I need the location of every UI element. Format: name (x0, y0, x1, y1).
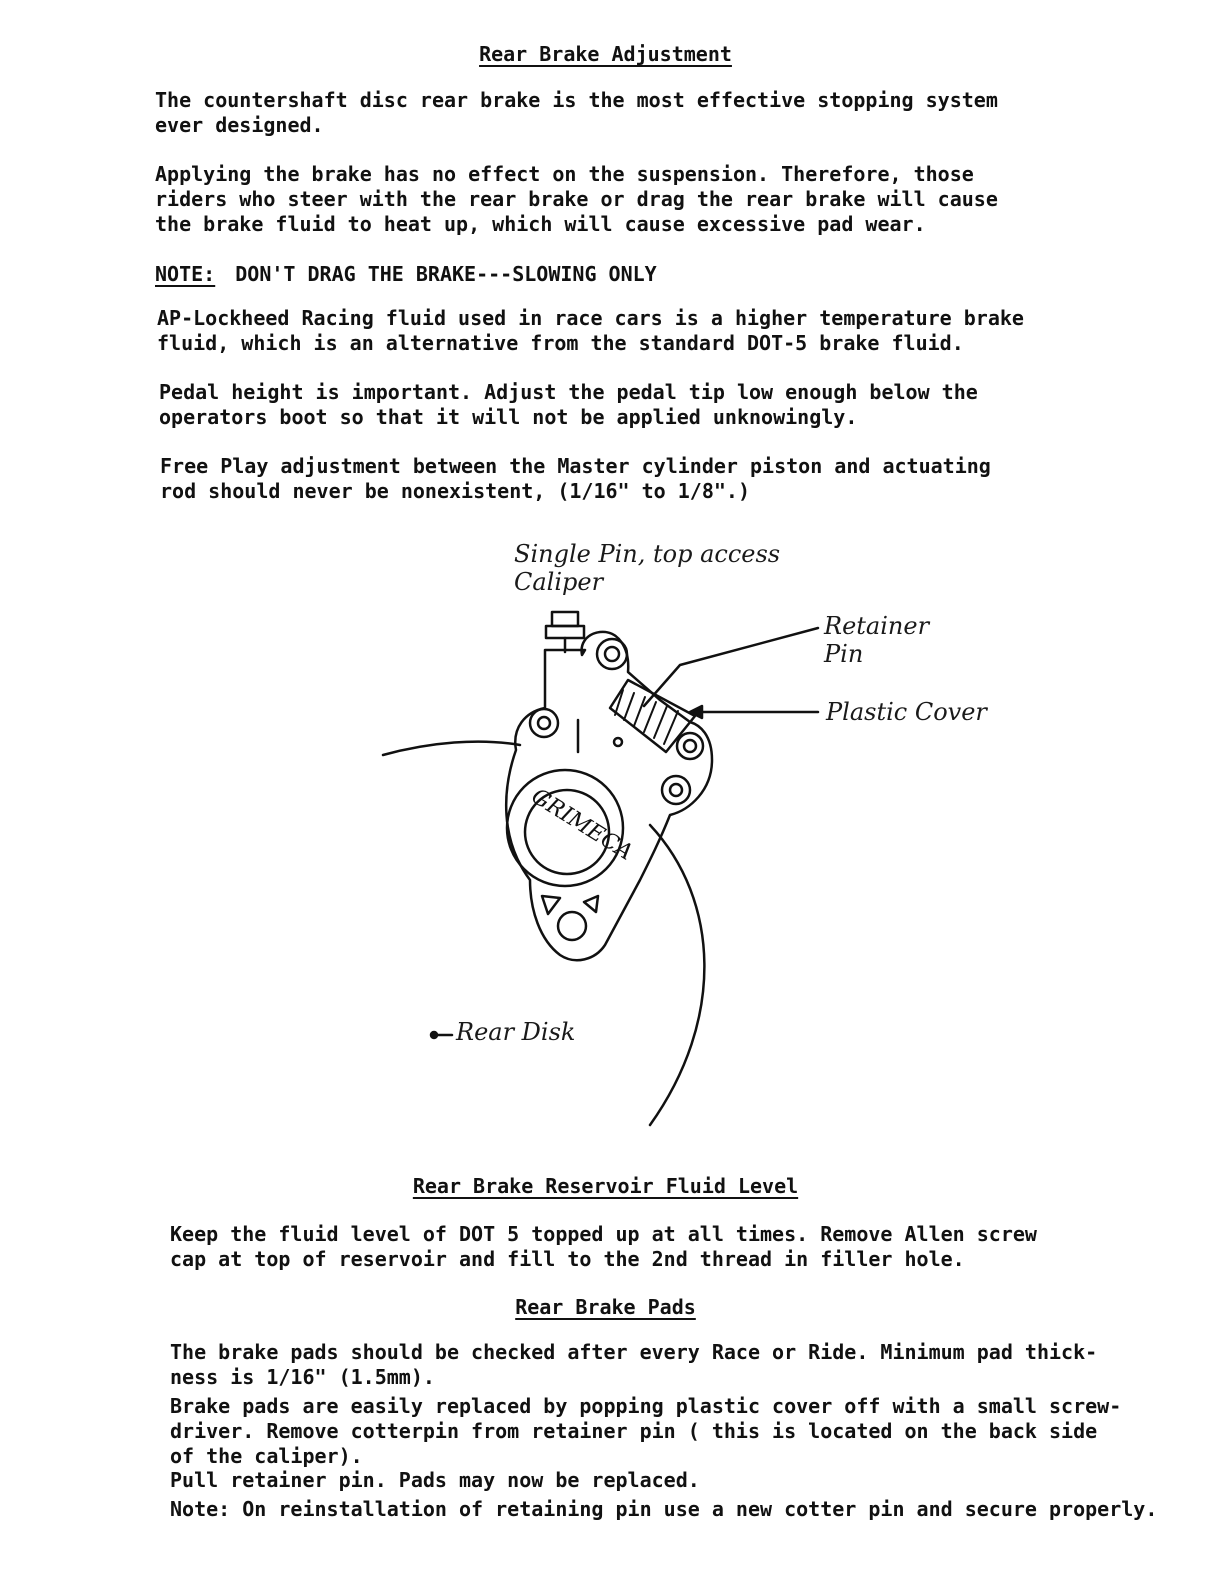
caliper-label: Single Pin, top access Caliper (514, 540, 781, 596)
section-title-reservoir: Rear Brake Reservoir Fluid Level (412, 1174, 799, 1198)
retainer-pin-label: Retainer Pin (824, 612, 930, 668)
top-eye (597, 639, 627, 669)
section-title-rear-brake-adjustment: Rear Brake Adjustment (479, 42, 732, 66)
paragraph-pedal-height: Pedal height is important. Adjust the pedal tip low enough below the operators boot so that it will not be applied unknowingly. (159, 380, 978, 429)
paragraph-ap-lockheed: AP-Lockheed Racing fluid used in race cars is a higher temperature brake fluid, which is an alternative from the standard DOT-5 brake fluid. (157, 306, 1024, 355)
disk-edge-left (383, 742, 520, 755)
disk-edge-right (650, 825, 704, 1125)
paragraph-pads-check: The brake pads should be checked after every Race or Ride. Minimum pad thick- ness is 1/16" (1.5mm). (170, 1340, 1098, 1389)
note-text: DON'T DRAG THE BRAKE---SLOWING ONLY (235, 262, 657, 286)
note-label: NOTE: (155, 262, 216, 286)
section-title-brake-pads: Rear Brake Pads (515, 1295, 696, 1319)
brand-text: GRIMECA (526, 783, 637, 866)
paragraph-countershaft: The countershaft disc rear brake is the most effective stopping system ever designed. (155, 88, 998, 137)
bleeder-cap (552, 612, 578, 626)
paragraph-pull-pin: Pull retainer pin. Pads may now be replaced. (170, 1468, 700, 1492)
retainer-leader (644, 628, 818, 706)
right-eye (677, 733, 703, 759)
plastic-cover-label: Plastic Cover (826, 698, 987, 726)
left-bolt-icon (530, 709, 558, 737)
rear-disk-label: Rear Disk (456, 1018, 576, 1046)
paragraph-free-play: Free Play adjustment between the Master cylinder piston and actuating rod should never be nonexistent, (1/16" to 1/8".) (160, 454, 991, 503)
right-bolt-icon (662, 776, 690, 804)
lower-lug-hole (558, 912, 586, 940)
paragraph-fluid-level: Keep the fluid level of DOT 5 topped up at all times. Remove Allen screw cap at top of reservoir and fill to the 2nd thread in filler hole. (170, 1222, 1037, 1271)
paragraph-applying-brake: Applying the brake has no effect on the suspension. Therefore, those riders who steer with the rear brake or drag the rear brake will cause the brake fluid to heat up, which will cause excessive pad wear. (155, 162, 998, 236)
paragraph-pads-replace: Brake pads are easily replaced by popping plastic cover off with a small screw- driver. Remove cotterpin from retainer pin ( this is located on the back side of the caliper). (170, 1394, 1122, 1468)
paragraph-reinstall-note: Note: On reinstallation of retaining pin use a new cotter pin and secure properly. (170, 1497, 1158, 1521)
bleeder-nut (546, 626, 584, 638)
